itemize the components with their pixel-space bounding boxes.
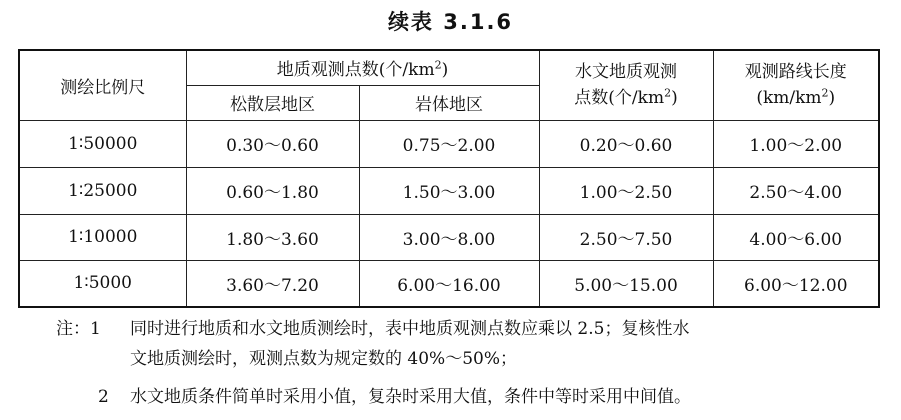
cell-scale: 1∶5000 [19, 260, 186, 307]
note-lead: 注：1 [56, 319, 101, 339]
note-1-line-2: 文地质测绘时，观测点数为规定数的 40%～50%； [130, 349, 517, 369]
table-row [19, 120, 879, 167]
header-rock: 岩体地区 [359, 85, 539, 120]
cell-rock: 3.00～8.00 [359, 214, 539, 260]
cell-loose: 3.60～7.20 [186, 260, 359, 307]
note-1 [56, 314, 886, 344]
cell-loose: 1.80～3.60 [186, 214, 359, 260]
header-row-1 [19, 50, 879, 85]
observation-table [18, 49, 880, 308]
note-1-line-1: 同时进行地质和水文地质测绘时，表中地质观测点数应乘以 2.5；复核性水 [130, 319, 690, 339]
header-route-length: 观测路线长度 $(km/km^2)$ [713, 50, 879, 120]
cell-scale: 1∶10000 [19, 214, 186, 260]
cell-rock: 0.75～2.00 [359, 120, 539, 167]
header-hydro-points: 水文地质观测 点数(个$/km^2$) [539, 50, 713, 120]
header-loose: 松散层地区 [186, 85, 359, 120]
cell-hydro: 2.50～7.50 [539, 214, 713, 260]
note-2-text: 水文地质条件简单时采用小值，复杂时采用大值，条件中等时采用中间值。 [130, 387, 691, 407]
table-row [19, 167, 879, 214]
cell-rock: 6.00～16.00 [359, 260, 539, 307]
cell-route: 1.00～2.00 [713, 120, 879, 167]
cell-route: 6.00～12.00 [713, 260, 879, 307]
table-title: 续表 3.1.6 [387, 10, 514, 34]
note-2 [56, 382, 886, 412]
header-scale: 测绘比例尺 [19, 50, 186, 120]
notes [56, 314, 886, 412]
cell-route: 4.00～6.00 [713, 214, 879, 260]
cell-hydro: 0.20～0.60 [539, 120, 713, 167]
cell-rock: 1.50～3.00 [359, 167, 539, 214]
cell-scale: 1∶25000 [19, 167, 186, 214]
table-row [19, 260, 879, 307]
table-row [19, 214, 879, 260]
cell-scale: 1∶50000 [19, 120, 186, 167]
cell-hydro: 5.00～15.00 [539, 260, 713, 307]
note-2-number: 2 [98, 387, 109, 407]
header-geo-points: 地质观测点数(个$/km^2$) [186, 50, 539, 85]
cell-loose: 0.30～0.60 [186, 120, 359, 167]
cell-hydro: 1.00～2.50 [539, 167, 713, 214]
cell-route: 2.50～4.00 [713, 167, 879, 214]
cell-loose: 0.60～1.80 [186, 167, 359, 214]
